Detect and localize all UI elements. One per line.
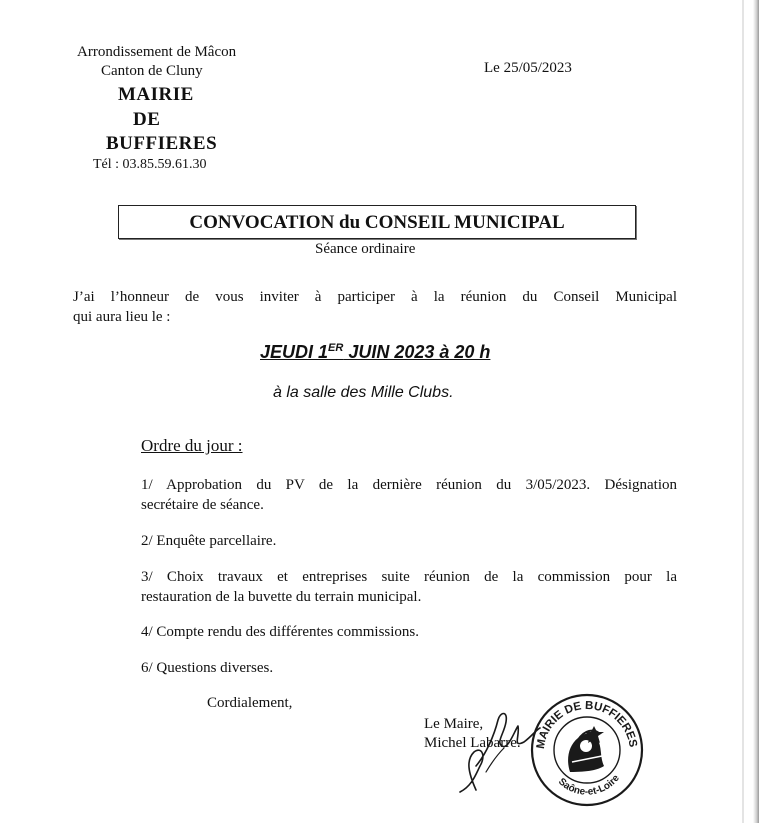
agenda-item-4: 4/ Compte rendu des différentes commissions.: [141, 624, 420, 640]
meeting-location: à la salle des Mille Clubs.: [273, 384, 454, 401]
mayor-title: Le Maire,: [424, 716, 484, 732]
mayor-name: Michel Labarre.: [424, 735, 521, 751]
page-title: CONVOCATION du CONSEIL MUNICIPAL: [189, 212, 565, 233]
mairie-line-1: MAIRIE: [118, 84, 194, 105]
page-edge-line: [742, 0, 744, 823]
meeting-date-superscript: ER: [328, 342, 344, 354]
arrondissement-line: Arrondissement de Mâcon: [77, 44, 237, 60]
closing-text: Cordialement,: [207, 695, 293, 711]
mairie-seal-stamp: [528, 690, 646, 808]
agenda-item-3-line-2: restauration de la buvette du terrain municipal.: [141, 589, 422, 605]
page-edge-shadow: [753, 0, 759, 823]
stamp-top-text: MAIRIE DE BUFFIERES: [534, 699, 639, 750]
agenda-heading: Ordre du jour :: [141, 436, 243, 455]
marianne-emblem-icon: [568, 726, 604, 772]
agenda-item-6: 6/ Questions diverses.: [141, 660, 274, 676]
mairie-line-3: BUFFIERES: [106, 133, 218, 154]
mairie-line-2: DE: [133, 109, 161, 130]
phone-number: Tél : 03.85.59.61.30: [93, 157, 207, 172]
page-subtitle: Séance ordinaire: [315, 241, 416, 257]
agenda-item-1-line-1: 1/ Approbation du PV de la dernière réunion du 3/05/2023. Désignation: [141, 477, 677, 493]
agenda-item-1-line-2: secrétaire de séance.: [141, 497, 264, 513]
title-box: [118, 205, 636, 239]
meeting-date-prefix: JEUDI 1: [260, 342, 329, 362]
intro-line-1: J’ai l’honneur de vous inviter à participer à la réunion du Conseil Municipal: [73, 289, 677, 305]
stamp-bottom-text: Saône-et-Loire: [555, 772, 622, 798]
letter-date: Le 25/05/2023: [484, 60, 572, 76]
agenda-item-2: 2/ Enquête parcellaire.: [141, 533, 277, 549]
agenda-item-3-line-1: 3/ Choix travaux et entreprises suite réunion de la commission pour la: [141, 569, 677, 585]
canton-line: Canton de Cluny: [101, 63, 203, 79]
meeting-date-suffix: JUIN 2023 à 20 h: [343, 342, 491, 362]
meeting-date: [260, 342, 490, 363]
intro-line-2: qui aura lieu le :: [73, 309, 171, 325]
